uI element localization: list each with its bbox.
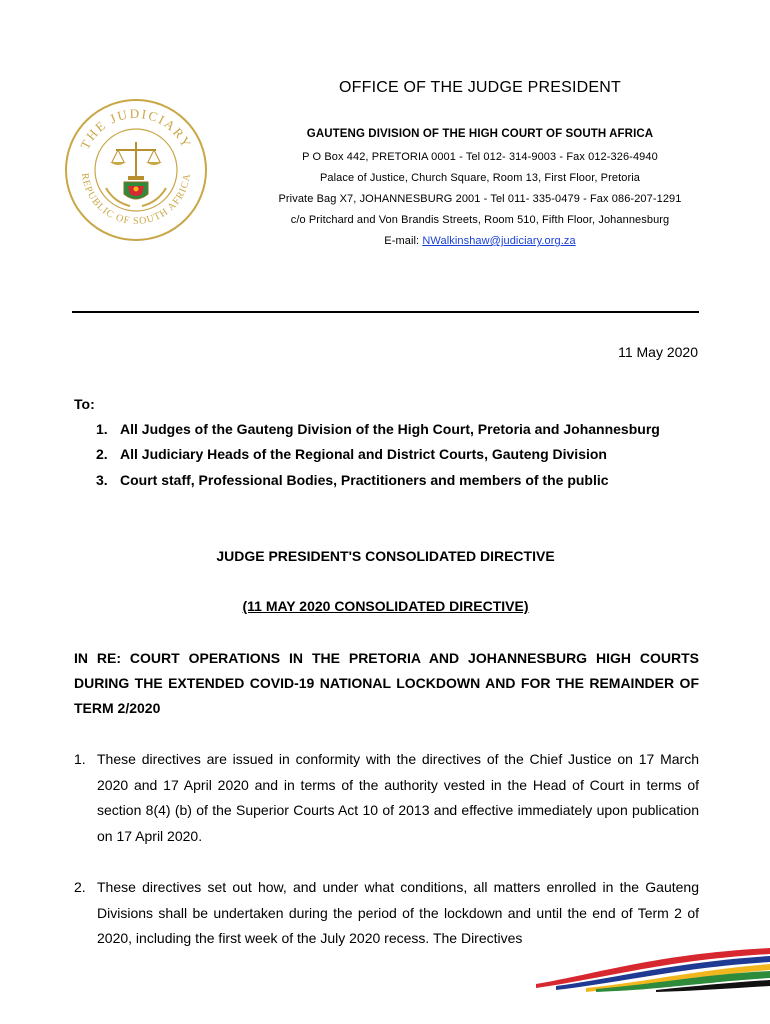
division-name: GAUTENG DIVISION OF THE HIGH COURT OF SOUTH AFRICA [306, 128, 654, 140]
recipient-text: All Judges of the Gauteng Division of the High Court, Pretoria and Johannesburg [120, 421, 660, 437]
svg-text:THE JUDICIARY: THE JUDICIARY [77, 105, 195, 152]
header-divider [72, 311, 699, 313]
paragraph-text: These directives set out how, and under what conditions, all matters enrolled in the Gauteng Divisions shall be undertaken during the period of the lockdown and until the end of Term 2 of 2020, including the first week of the July 2020 recess. The Directives [97, 879, 699, 946]
recipient-item [96, 446, 607, 462]
recipients-label: To: [74, 396, 95, 412]
paragraph-number: 1. [74, 751, 86, 767]
recipient-item [96, 472, 609, 488]
recipient-number: 1. [96, 421, 108, 437]
pretoria-address-line: Palace of Justice, Church Square, Room 13, First Floor, Pretoria [319, 172, 641, 184]
recipient-text: All Judiciary Heads of the Regional and District Courts, Gauteng Division [120, 446, 607, 462]
judiciary-seal-logo [64, 98, 208, 242]
svg-text:REPUBLIC OF SOUTH AFRICA: REPUBLIC OF SOUTH AFRICA [79, 172, 194, 228]
numbered-paragraph [74, 875, 699, 952]
paragraph-number: 2. [74, 879, 86, 895]
pretoria-postal-line: P O Box 442, PRETORIA 0001 - Tel 012- 314-9003 - Fax 012-326-4940 [302, 151, 658, 163]
recipient-item [96, 421, 660, 437]
directive-subtitle-text: (11 MAY 2020 CONSOLIDATED DIRECTIVE) [242, 598, 529, 614]
recipient-number: 2. [96, 446, 108, 462]
johannesburg-postal-line: Private Bag X7, JOHANNESBURG 2001 - Tel 011- 335-0479 - Fax 086-207-1291 [278, 193, 682, 205]
document-date: 11 May 2020 [618, 344, 698, 360]
office-title: OFFICE OF THE JUDGE PRESIDENT [339, 79, 621, 96]
numbered-paragraph [74, 747, 699, 849]
email-label: E-mail: [384, 235, 420, 247]
recipient-text: Court staff, Professional Bodies, Practitioners and members of the public [120, 472, 609, 488]
email-link[interactable]: NWalkinshaw@judiciary.org.za [422, 235, 576, 247]
paragraph-text: These directives are issued in conformity with the directives of the Chief Justice on 17 March 2020 and 17 April 2020 and in terms of the authority vested in the Head of Court in terms of section 8(4) (b) of the Superior Courts Act 10 of 2013 and effective immediately upon publication on 17 April 2020. [97, 751, 699, 844]
johannesburg-address-line: c/o Pritchard and Von Brandis Streets, Room 510, Fifth Floor, Johannesburg [290, 214, 670, 226]
directive-title: JUDGE PRESIDENT'S CONSOLIDATED DIRECTIVE [216, 548, 555, 564]
in-re-heading: IN RE: COURT OPERATIONS IN THE PRETORIA AND JOHANNESBURG HIGH COURTS DURING THE EXTENDED COVID-19 NATIONAL LOCKDOWN AND FOR THE REMAINDER OF TERM 2/2020 [74, 650, 699, 716]
email-line [230, 235, 730, 247]
directive-subtitle [72, 598, 699, 614]
flag-ribbon-decoration [536, 944, 770, 992]
recipient-number: 3. [96, 472, 108, 488]
